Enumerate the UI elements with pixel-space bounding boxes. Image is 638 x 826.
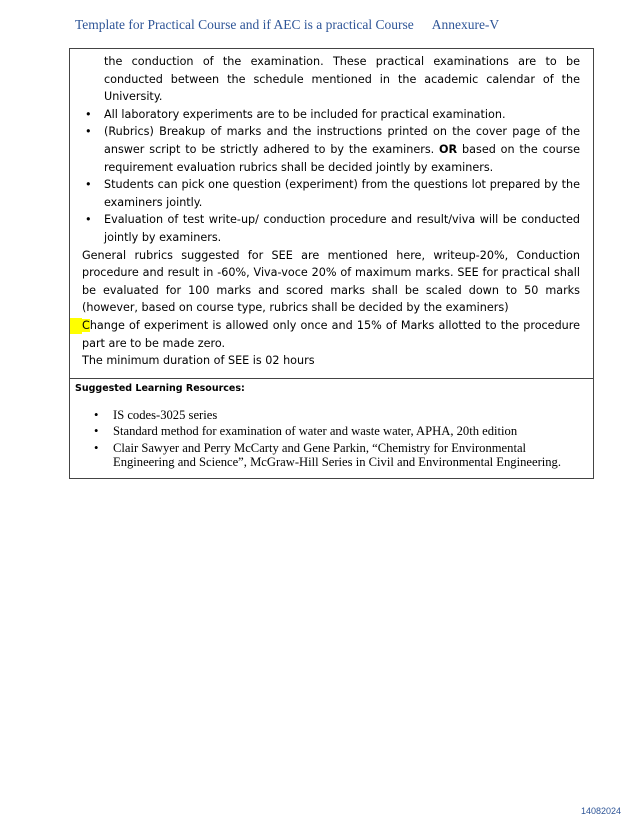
resource-item: • IS codes-3025 series <box>94 407 218 422</box>
bullet-dot-icon: • <box>85 125 92 139</box>
resource-item: • Standard method for examination of water and waste water, APHA, 20th edition <box>94 424 518 439</box>
or-emphasis: OR <box>439 142 458 156</box>
bullet-item: • Students can pick one question (experiment) from the questions lot prepared by the examiners jointly. <box>85 178 580 209</box>
min-duration-text: The minimum duration of SEE is 02 hours <box>82 354 315 368</box>
change-experiment-paragraph: Change of experiment is allowed only once and 15% of Marks allotted to the procedure part are to be made zero. <box>82 317 580 352</box>
bullet-dot-icon: • <box>94 440 99 455</box>
resources-title: Suggested Learning Resources: <box>75 382 245 394</box>
bullet-item: • (Rubrics) Breakup of marks and the instructions printed on the cover page of the answer script to be strictly adhered to by the examiners. OR based on the course requirement evaluation rubrics shall be decided jointly by examiners. <box>85 125 580 174</box>
page-header <box>75 17 499 33</box>
bullet-dot-icon: • <box>85 213 92 227</box>
learning-resources-section <box>70 378 593 478</box>
see-section <box>70 49 593 378</box>
continued-paragraph: the conduction of the examination. These practical examinations are to be conducted between the schedule mentioned in the academic calendar of the University. <box>104 55 580 104</box>
bullet-dot-icon: • <box>85 178 92 192</box>
content-table <box>69 48 594 479</box>
bullet-dot-icon: • <box>85 107 92 121</box>
resource-item: • Clair Sawyer and Perry McCarty and Gene Parkin, “Chemistry for Environmental Engineering and Science”, McGraw-Hill Series in Civil and Environmental Engineering. <box>94 440 562 470</box>
header-title: Template for Practical Course and if AEC is a practical Course <box>75 17 414 32</box>
document-code: 14082024 <box>580 806 621 816</box>
bullet-item: • Evaluation of test write-up/ conduction procedure and result/viva will be conducted jointly by examiners. <box>85 213 580 244</box>
bullet-item: • All laboratory experiments are to be included for practical examination. <box>82 106 580 124</box>
general-rubrics-paragraph: General rubrics suggested for SEE are mentioned here, writeup-20%, Conduction procedure and result in -60%, Viva-voce 20% of maximum marks. SEE for practical shall be evaluated for 100 marks and scored marks shall be scaled down to 50 marks (however, based on course type, rubrics shall be decided by the examiners) <box>82 248 580 315</box>
header-annexure: Annexure-V <box>431 17 500 32</box>
highlight-mark <box>70 318 82 334</box>
bullet-dot-icon: • <box>94 407 99 422</box>
bullet-dot-icon: • <box>94 424 99 439</box>
